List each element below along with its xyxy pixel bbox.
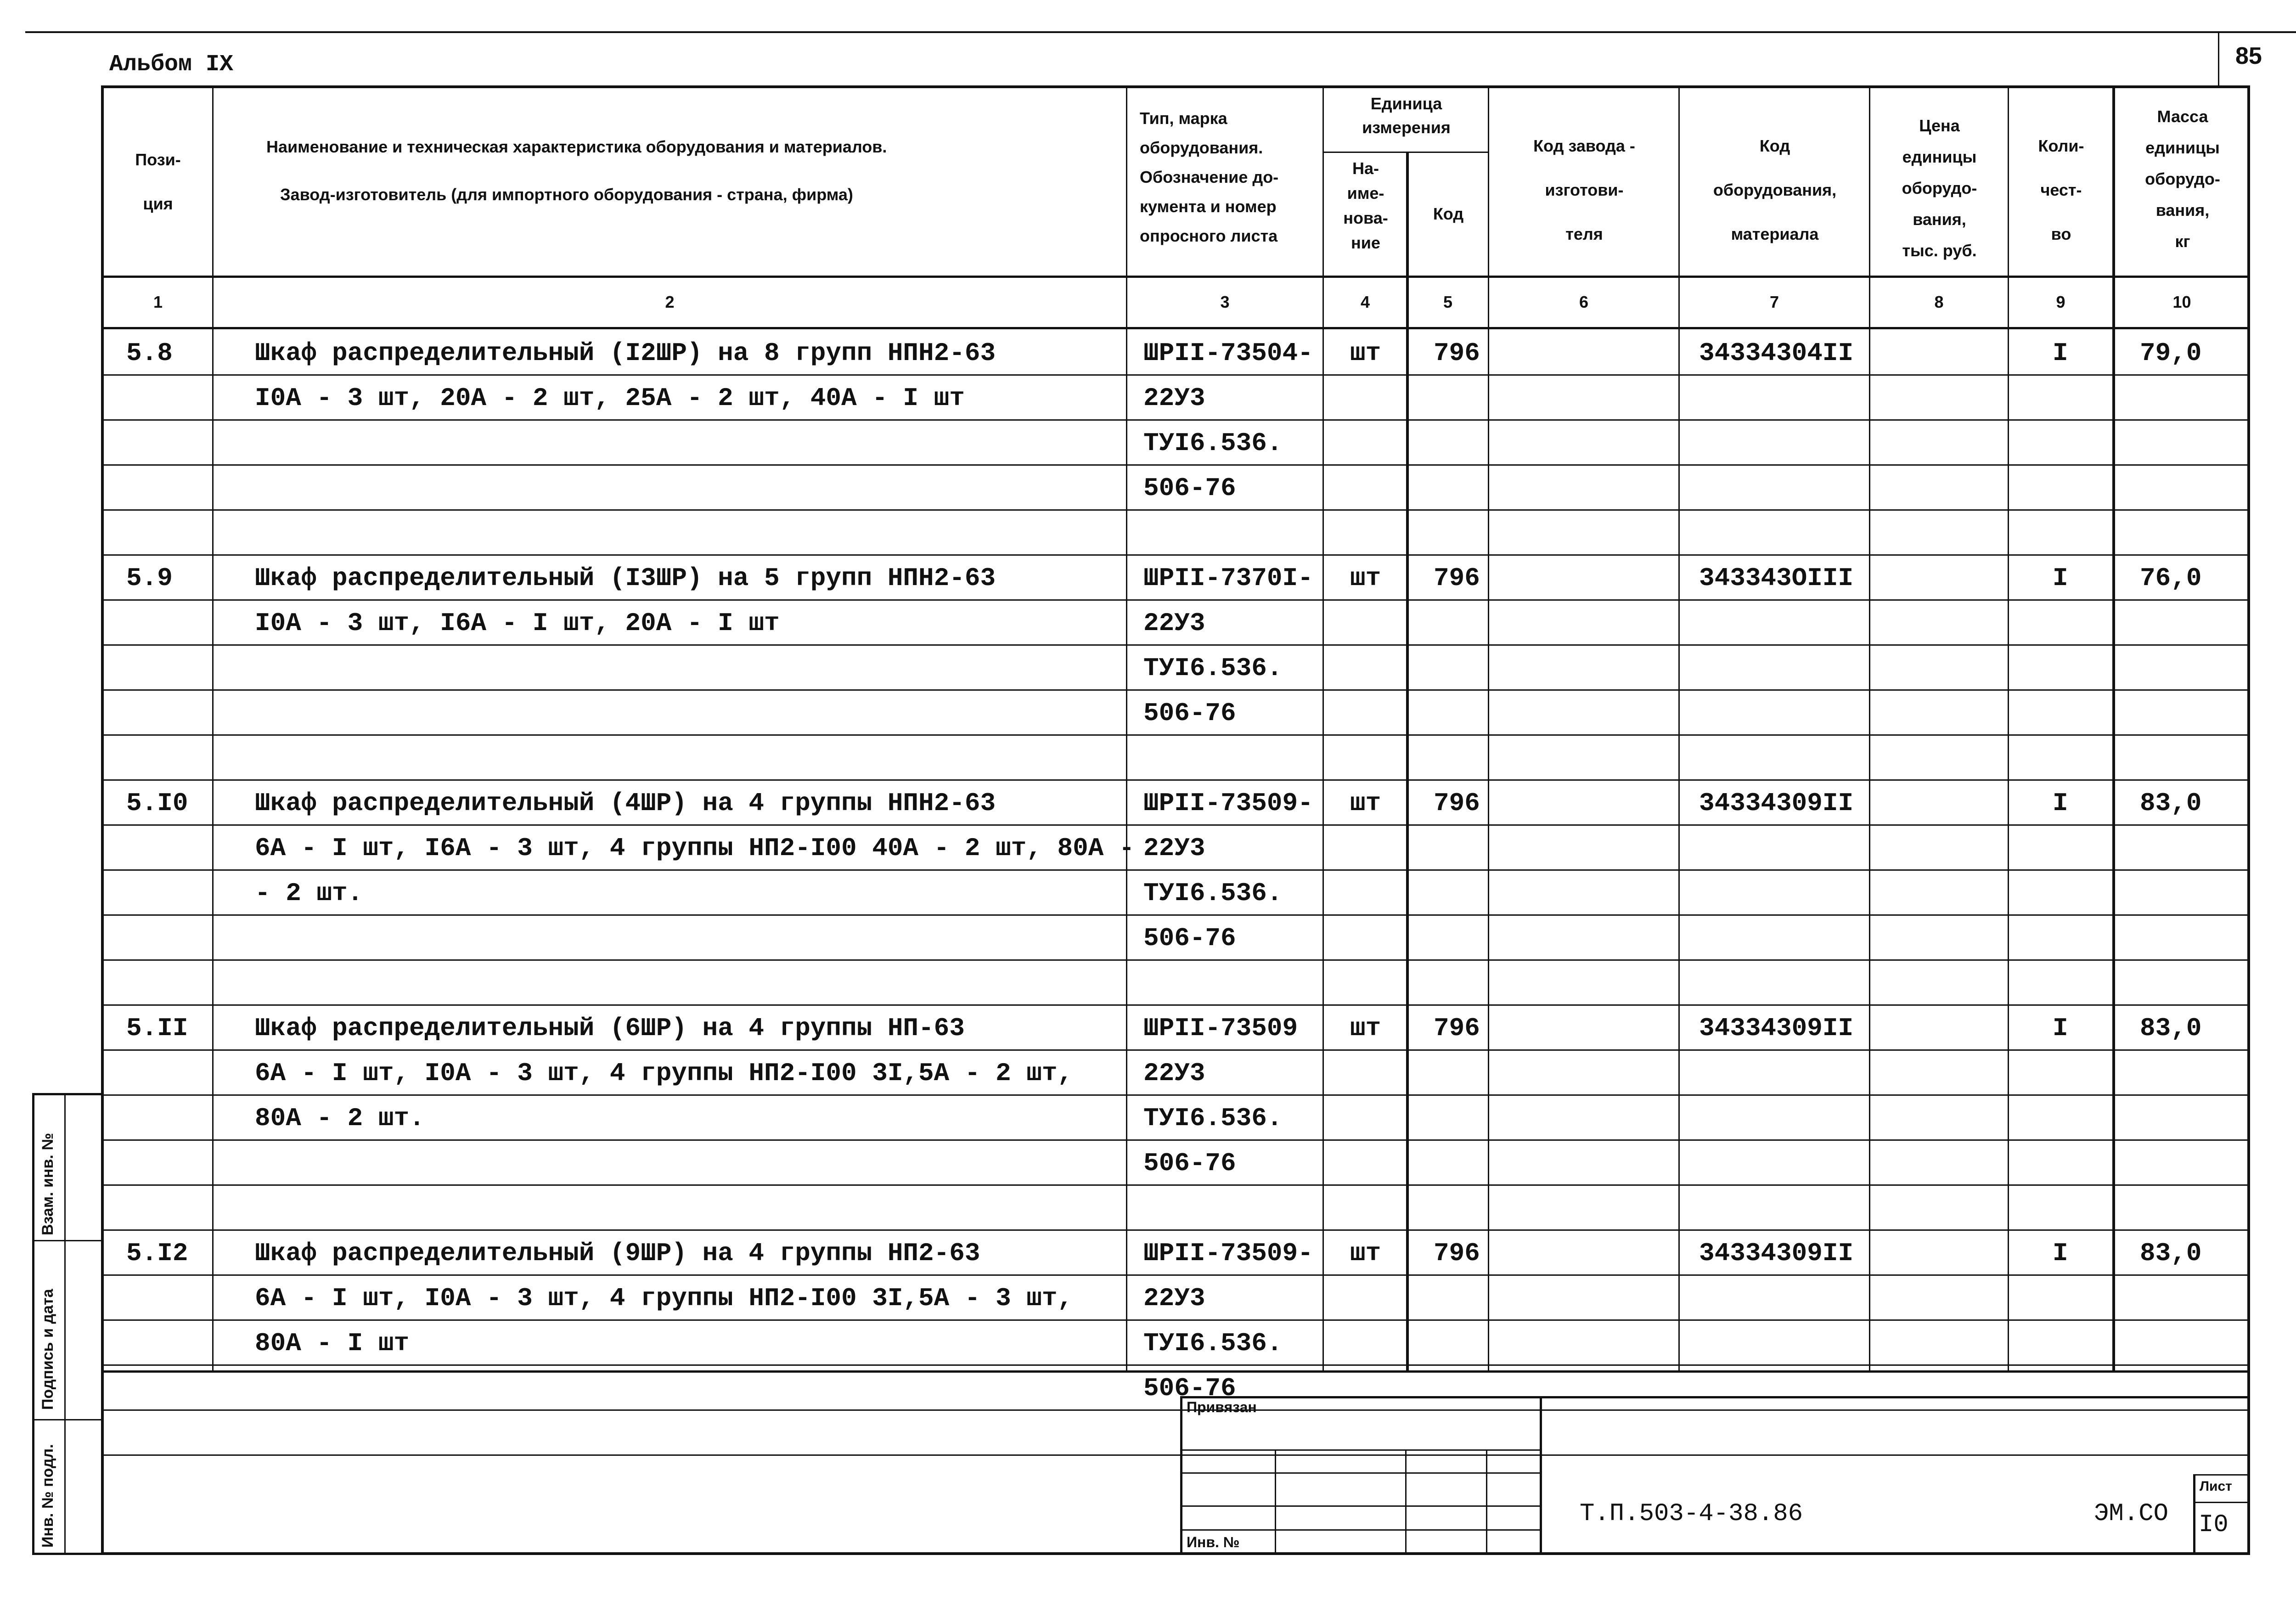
col-border-2 [1126,85,1127,1371]
header-unit-name: На- име- нова- ние [1343,159,1388,252]
colnum-9: 9 [2056,293,2065,311]
item-type-line: 22У3 [1143,608,1205,638]
item-type-line: ШРII-73504- [1143,338,1313,368]
item-mass: 83,0 [2140,1239,2202,1268]
item-unit: шт [1350,338,1381,368]
sheet-number: I0 [2199,1511,2228,1539]
header-name-b: Завод-изготовитель (для импортного оборудования - страна, фирма) [280,185,853,204]
row-divider [101,824,2250,826]
table-bottom [101,1370,2250,1373]
item-mass: 83,0 [2140,1014,2202,1043]
item-name-line: Шкаф распределительный (I2ШР) на 8 групп НПН2-63 [255,338,996,368]
item-unit: шт [1350,1239,1381,1268]
item-position: 5.I2 [126,1239,188,1268]
sidebar-sep-2 [32,1419,104,1420]
row-divider [101,1274,2250,1276]
item-type-line: ШРII-73509- [1143,1239,1313,1268]
row-divider [101,1229,2250,1231]
row-divider [101,374,2250,376]
header-price: Цена единицы оборудо- вания, тыс. руб. [1902,116,1977,260]
row-divider [101,509,2250,511]
colnum-bottom [101,327,2250,329]
header-position: Пози- ция [135,150,181,213]
top-rule [25,31,2296,33]
item-type-line: ТУI6.536. [1143,654,1283,683]
item-name-line: Шкаф распределительный (I3ШР) на 5 групп НПН2-63 [255,563,996,593]
sidebar-sep-1 [32,1240,104,1241]
row-divider [101,1319,2250,1321]
row-divider [101,869,2250,871]
row-divider [101,959,2250,961]
colnum-4: 4 [1360,293,1370,311]
header-unit: Единица измерения [1362,94,1451,137]
item-type-line: ШРII-7370I- [1143,563,1313,593]
item-type-line: ШРII-73509- [1143,789,1313,818]
header-mass: Масса единицы оборудо- вания, кг [2145,107,2220,251]
item-name-line: 80A - I шт [255,1329,410,1358]
item-type-line: ТУI6.536. [1143,1329,1283,1358]
item-equip-code: 343343OIII [1699,563,1854,593]
colnum-5: 5 [1443,293,1453,311]
doc-code: Т.П.503-4-38.86 [1580,1500,1803,1528]
header-plant-code: Код завода - изготови- теля [1533,136,1635,243]
col-border-5 [1488,85,1489,1371]
item-name-line: Шкаф распределительный (4ШР) на 4 группы НПН2-63 [255,789,996,818]
row-divider [101,1094,2250,1096]
col-border-9 [2112,85,2115,1371]
item-unit-code: 796 [1434,789,1480,818]
sidebar-inv: Инв. № подл. [39,1444,56,1548]
item-name-line: 6A - I шт, I0A - 3 шт, 4 группы НП2-I00 3I,5A - 2 шт, [255,1059,1073,1088]
item-name-line: I0A - 3 шт, I6A - I шт, 20A - I шт [255,608,780,638]
sidebar-divider [64,1093,66,1555]
title-block-divider [1540,1396,1542,1555]
page-number-divider [2218,31,2219,86]
item-mass: 79,0 [2140,338,2202,368]
item-equip-code: 34334309II [1699,789,1854,818]
item-type-line: 506-76 [1143,1374,1236,1403]
item-mass: 83,0 [2140,789,2202,818]
row-divider [101,1004,2250,1006]
header-unit-code: Код [1433,204,1464,223]
stamp-vline-2 [1405,1449,1407,1555]
sheet-box-mid [2193,1502,2250,1503]
colnum-2: 2 [665,293,675,311]
item-type-line: 506-76 [1143,473,1236,503]
colnum-3: 3 [1220,293,1230,311]
item-type-line: 506-76 [1143,924,1236,953]
item-qty: I [2053,563,2068,593]
item-position: 5.9 [126,563,173,593]
row-divider [101,779,2250,781]
item-type-line: ТУI6.536. [1143,879,1283,908]
colnum-6: 6 [1579,293,1589,311]
stamp-privyazan: Привязан [1187,1399,1257,1415]
item-type-line: ТУI6.536. [1143,428,1283,458]
row-divider [101,599,2250,601]
item-equip-code: 34334309II [1699,1239,1854,1268]
colnum-7: 7 [1769,293,1779,311]
colnum-8: 8 [1934,293,1944,311]
item-unit: шт [1350,563,1381,593]
item-type-line: 22У3 [1143,383,1205,413]
item-name-line: 6A - I шт, I0A - 3 шт, 4 группы НП2-I00 3I,5A - 3 шт, [255,1284,1073,1313]
header-type: Тип, марка оборудования. Обозначение до- кумента и номер опросного листа [1140,109,1279,245]
header-equip-code: Код оборудования, материала [1713,136,1837,243]
item-type-line: 22У3 [1143,1284,1205,1313]
item-qty: I [2053,338,2068,368]
item-type-line: 506-76 [1143,699,1236,728]
item-equip-code: 34334304II [1699,338,1854,368]
row-divider [101,1184,2250,1186]
title-block [1180,1396,2250,1555]
item-qty: I [2053,1239,2068,1268]
col-border-7 [1869,85,1870,1371]
col-border-6 [1678,85,1680,1371]
sheet-label: Лист [2200,1479,2232,1494]
section-code: ЭМ.СО [2094,1500,2169,1528]
row-divider [101,1049,2250,1051]
item-type-line: 22У3 [1143,834,1205,863]
stamp-inv-no: Инв. № [1187,1534,1240,1550]
item-name-line: 80A - 2 шт. [255,1104,425,1133]
row-divider [101,1139,2250,1141]
item-unit-code: 796 [1434,1239,1480,1268]
colnum-10: 10 [2172,293,2191,311]
row-divider [101,914,2250,916]
item-qty: I [2053,789,2068,818]
row-divider [101,1364,2250,1366]
item-unit-code: 796 [1434,338,1480,368]
col-border-3 [1322,85,1324,1371]
item-type-line: ШРII-73509 [1143,1014,1298,1043]
unit-header-split [1322,152,1489,153]
row-divider [101,554,2250,556]
sheet-box-divider [2193,1474,2195,1555]
album-label: Альбом IX [109,51,234,78]
col-border-8 [2008,85,2009,1371]
item-name-line: - 2 шт. [255,879,363,908]
row-divider [101,644,2250,646]
item-name-line: I0A - 3 шт, 20A - 2 шт, 25A - 2 шт, 40A - I шт [255,383,965,413]
item-name-line: 6A - I шт, I6A - 3 шт, 4 группы НП2-I00 40A - 2 шт, 80A - [255,834,1135,863]
item-unit-code: 796 [1434,1014,1480,1043]
item-equip-code: 34334309II [1699,1014,1854,1043]
item-type-line: ТУI6.536. [1143,1104,1283,1133]
col-border-4 [1406,152,1409,1371]
item-type-line: 506-76 [1143,1149,1236,1178]
stamp-vline-3 [1486,1449,1487,1555]
item-position: 5.II [126,1014,188,1043]
item-unit: шт [1350,1014,1381,1043]
sidebar-podpis: Подпись и дата [39,1289,56,1410]
item-name-line: Шкаф распределительный (9ШР) на 4 группы НП2-63 [255,1239,980,1268]
item-type-line: 22У3 [1143,1059,1205,1088]
header-bottom [101,276,2250,278]
col-border-1 [212,85,214,1371]
row-divider [101,734,2250,736]
item-unit-code: 796 [1434,563,1480,593]
header-name-a: Наименование и техническая характеристика оборудования и материалов. [266,137,887,156]
item-mass: 76,0 [2140,563,2202,593]
item-position: 5.8 [126,338,173,368]
row-divider [101,419,2250,421]
item-qty: I [2053,1014,2068,1043]
sidebar-vzam: Взам. инв. № [39,1132,56,1235]
stamp-vline-1 [1275,1449,1276,1555]
row-divider [101,464,2250,466]
page-number: 85 [2235,43,2262,69]
item-unit: шт [1350,789,1381,818]
colnum-1: 1 [153,293,163,311]
row-divider [101,689,2250,691]
item-name-line: Шкаф распределительный (6ШР) на 4 группы НП-63 [255,1014,965,1043]
header-qty: Коли- чест- во [2038,136,2084,243]
item-position: 5.I0 [126,789,188,818]
sheet-box-top [2193,1474,2250,1476]
